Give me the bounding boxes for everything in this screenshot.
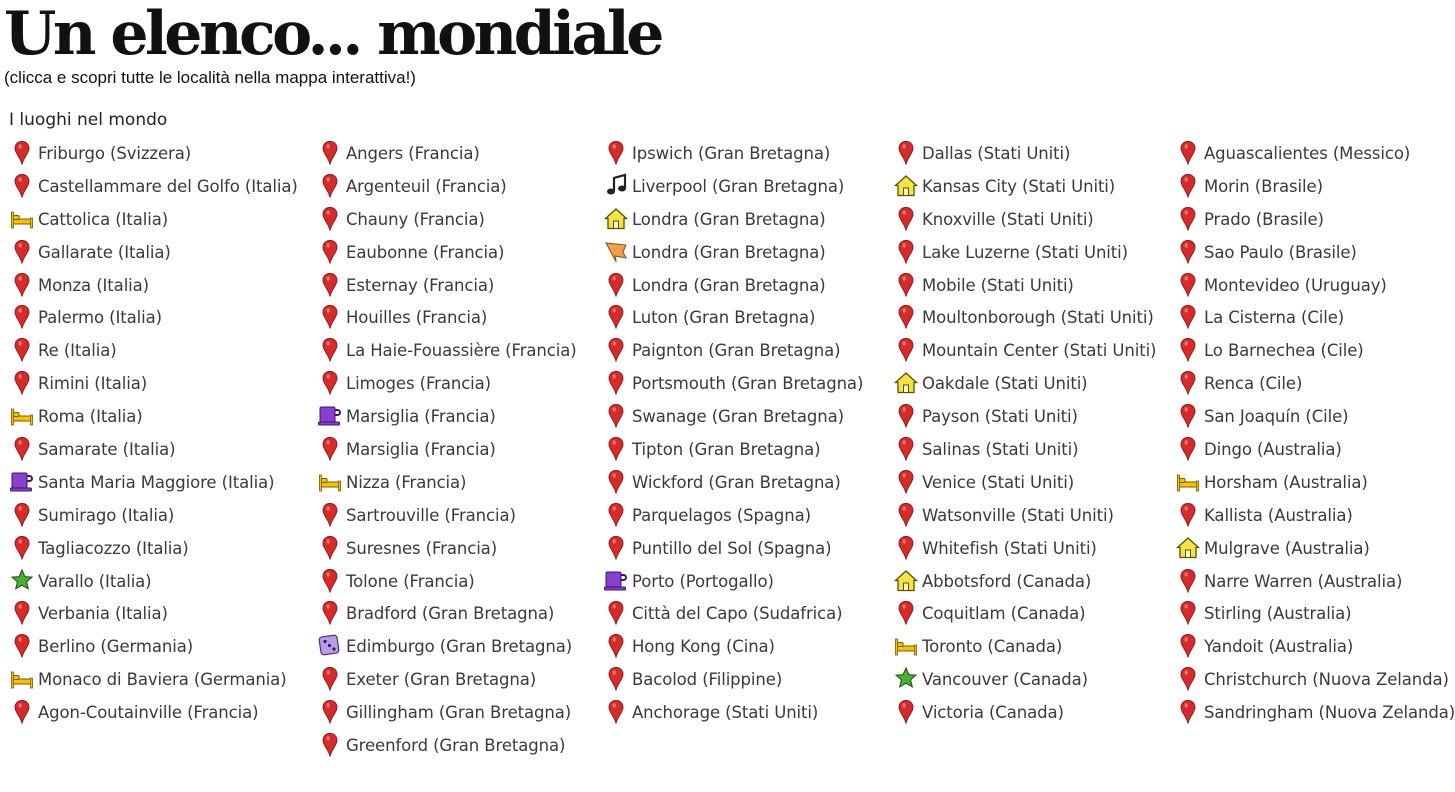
pin-icon	[894, 535, 918, 561]
pin-icon	[604, 535, 628, 561]
place-label[interactable]: Wickford (Gran Bretagna)	[632, 472, 841, 492]
pin-icon	[1176, 272, 1200, 298]
place-label[interactable]: Mulgrave (Australia)	[1204, 538, 1370, 558]
pin-icon	[1176, 436, 1200, 462]
place-label[interactable]: Tipton (Gran Bretagna)	[632, 440, 821, 460]
house-icon	[604, 206, 628, 232]
place-label[interactable]: San Joaquín (Cile)	[1204, 407, 1349, 427]
pin-icon	[1176, 568, 1200, 594]
place-label[interactable]: Tolone (Francia)	[346, 571, 475, 591]
pin-icon	[318, 272, 342, 298]
place-label[interactable]: Kallista (Australia)	[1204, 505, 1353, 525]
place-label[interactable]: Londra (Gran Bretagna)	[632, 275, 826, 295]
pin-icon	[318, 140, 342, 166]
place-label[interactable]: Mountain Center (Stati Uniti)	[922, 341, 1157, 361]
place-label[interactable]: Portsmouth (Gran Bretagna)	[632, 374, 864, 394]
place-label[interactable]: Stirling (Australia)	[1204, 604, 1352, 624]
bed-icon	[10, 403, 34, 429]
pin-icon	[604, 337, 628, 363]
house-icon	[894, 173, 918, 199]
pin-icon	[894, 206, 918, 232]
place-label[interactable]: Verbania (Italia)	[38, 604, 168, 624]
place-label[interactable]: Limoges (Francia)	[346, 374, 491, 394]
pin-icon	[604, 403, 628, 429]
pin-icon	[894, 699, 918, 725]
pin-icon	[1176, 304, 1200, 330]
place-label[interactable]: Luton (Gran Bretagna)	[632, 308, 816, 328]
cup-icon	[318, 403, 342, 429]
place-label[interactable]: Esternay (Francia)	[346, 275, 495, 295]
place-label[interactable]: Città del Capo (Sudafrica)	[632, 604, 843, 624]
pin-icon	[604, 600, 628, 626]
place-label[interactable]: Varallo (Italia)	[38, 571, 152, 591]
pin-icon	[1176, 502, 1200, 528]
place-label[interactable]: Londra (Gran Bretagna)	[632, 209, 826, 229]
place-label[interactable]: Watsonville (Stati Uniti)	[922, 505, 1114, 525]
place-label[interactable]: Ipswich (Gran Bretagna)	[632, 144, 831, 163]
pin-icon	[604, 469, 628, 495]
place-label[interactable]: Christchurch (Nuova Zelanda)	[1204, 670, 1449, 690]
pin-icon	[318, 732, 342, 758]
bed-icon	[10, 666, 34, 692]
cup-icon	[10, 469, 34, 495]
place-label[interactable]: Monza (Italia)	[38, 275, 150, 295]
pin-icon	[1176, 600, 1200, 626]
pin-icon	[604, 502, 628, 528]
place-label[interactable]: Narre Warren (Australia)	[1204, 571, 1403, 591]
place-label[interactable]: Mobile (Stati Uniti)	[922, 275, 1074, 295]
place-label[interactable]: Salinas (Stati Uniti)	[922, 440, 1079, 460]
pin-icon	[10, 370, 34, 396]
music-icon	[604, 173, 628, 199]
place-label[interactable]: Venice (Stati Uniti)	[922, 472, 1075, 492]
place-label[interactable]: Roma (Italia)	[38, 407, 143, 427]
place-label[interactable]: Exeter (Gran Bretagna)	[346, 670, 537, 690]
place-label[interactable]: Prado (Brasile)	[1204, 209, 1324, 229]
place-label[interactable]: Renca (Cile)	[1204, 374, 1303, 394]
place-label[interactable]: Paignton (Gran Bretagna)	[632, 341, 841, 361]
pin-icon	[894, 403, 918, 429]
place-label[interactable]: Whitefish (Stati Uniti)	[922, 538, 1097, 558]
star-icon	[894, 666, 918, 692]
pin-icon	[1176, 633, 1200, 659]
pin-icon	[604, 699, 628, 725]
pin-icon	[604, 272, 628, 298]
pin-icon	[604, 666, 628, 692]
place-label[interactable]: Lake Luzerne (Stati Uniti)	[922, 242, 1128, 262]
place-label[interactable]: Friburgo (Svizzera)	[38, 144, 192, 163]
house-icon	[894, 370, 918, 396]
pin-icon	[318, 568, 342, 594]
place-label[interactable]: Bacolod (Filippine)	[632, 670, 783, 690]
pin-icon	[1176, 699, 1200, 725]
place-label[interactable]: Tagliacozzo (Italia)	[38, 538, 189, 558]
pin-icon	[318, 436, 342, 462]
pin-icon	[10, 304, 34, 330]
place-label[interactable]: Swanage (Gran Bretagna)	[632, 407, 844, 427]
place-label[interactable]: Edimburgo (Gran Bretagna)	[346, 637, 573, 657]
list-heading: I luoghi nel mondo	[9, 110, 168, 130]
place-label[interactable]: Puntillo del Sol (Spagna)	[632, 538, 832, 558]
pin-icon	[894, 304, 918, 330]
pin-icon	[318, 304, 342, 330]
bed-icon	[10, 206, 34, 232]
place-label[interactable]: Moultonborough (Stati Uniti)	[922, 308, 1154, 328]
place-label[interactable]: Eaubonne (Francia)	[346, 242, 505, 262]
pin-icon	[894, 239, 918, 265]
bed-icon	[1176, 469, 1200, 495]
pin-icon	[10, 600, 34, 626]
dice-icon	[318, 633, 342, 659]
place-label[interactable]: Morin (Brasile)	[1204, 176, 1323, 196]
pin-icon	[10, 436, 34, 462]
place-label[interactable]: Houilles (Francia)	[346, 308, 488, 328]
pin-icon	[1176, 140, 1200, 166]
place-label[interactable]: Dingo (Australia)	[1204, 440, 1342, 460]
place-label[interactable]: Sandringham (Nuova Zelanda)	[1204, 703, 1455, 723]
pin-icon	[604, 633, 628, 659]
pin-icon	[1176, 239, 1200, 265]
pin-icon	[894, 502, 918, 528]
place-label[interactable]: Angers (Francia)	[346, 144, 480, 163]
pin-icon	[10, 272, 34, 298]
bed-icon	[894, 633, 918, 659]
place-label[interactable]: Santa Maria Maggiore (Italia)	[38, 472, 275, 492]
pin-icon	[1176, 370, 1200, 396]
place-label[interactable]: Bradford (Gran Bretagna)	[346, 604, 555, 624]
place-label[interactable]: Rimini (Italia)	[38, 374, 148, 394]
place-label[interactable]: Agon-Coutainville (Francia)	[38, 703, 259, 723]
place-label[interactable]: Dallas (Stati Uniti)	[922, 144, 1071, 163]
pin-icon	[604, 370, 628, 396]
pin-icon	[318, 337, 342, 363]
place-label[interactable]: Horsham (Australia)	[1204, 472, 1368, 492]
place-label[interactable]: Sartrouville (Francia)	[346, 505, 516, 525]
place-label[interactable]: Sao Paulo (Brasile)	[1204, 242, 1357, 262]
place-label[interactable]: Lo Barnechea (Cile)	[1204, 341, 1364, 361]
pin-icon	[894, 337, 918, 363]
pin-icon	[318, 666, 342, 692]
pin-icon	[10, 535, 34, 561]
cup-icon	[604, 568, 628, 594]
pin-icon	[10, 140, 34, 166]
place-label[interactable]: Londra (Gran Bretagna)	[632, 242, 826, 262]
place-label[interactable]: Porto (Portogallo)	[632, 571, 774, 591]
place-label[interactable]: Knoxville (Stati Uniti)	[922, 209, 1094, 229]
page-subtitle: (clicca e scopri tutte le località nella mappa interattiva!)	[4, 68, 416, 87]
place-label[interactable]: Marsiglia (Francia)	[346, 440, 496, 460]
pin-icon	[894, 469, 918, 495]
pin-icon	[894, 272, 918, 298]
place-label[interactable]: Greenford (Gran Bretagna)	[346, 736, 566, 756]
place-label[interactable]: Berlino (Germania)	[38, 637, 194, 657]
house-icon	[894, 568, 918, 594]
place-label[interactable]: Montevideo (Uruguay)	[1204, 275, 1387, 295]
place-label[interactable]: La Cisterna (Cile)	[1204, 308, 1345, 328]
pin-icon	[1176, 337, 1200, 363]
place-label[interactable]: Gillingham (Gran Bretagna)	[346, 703, 572, 723]
place-label[interactable]: Chauny (Francia)	[346, 209, 485, 229]
pin-icon	[10, 337, 34, 363]
flag-icon	[604, 239, 628, 265]
place-label[interactable]: Abbotsford (Canada)	[922, 571, 1092, 591]
pin-icon	[10, 173, 34, 199]
place-label[interactable]: Vancouver (Canada)	[922, 670, 1089, 690]
place-label[interactable]: Suresnes (Francia)	[346, 538, 498, 558]
place-label[interactable]: Victoria (Canada)	[922, 703, 1064, 723]
place-label[interactable]: Yandoit (Australia)	[1204, 637, 1354, 657]
place-label[interactable]: Anchorage (Stati Uniti)	[632, 703, 819, 723]
pin-icon	[318, 699, 342, 725]
pin-icon	[318, 173, 342, 199]
pin-icon	[894, 436, 918, 462]
place-label[interactable]: Payson (Stati Uniti)	[922, 407, 1078, 427]
star-icon	[10, 568, 34, 594]
bed-icon	[318, 469, 342, 495]
place-label[interactable]: La Haie-Fouassière (Francia)	[346, 341, 577, 361]
pin-icon	[318, 239, 342, 265]
pin-icon	[1176, 666, 1200, 692]
place-label[interactable]: Samarate (Italia)	[38, 440, 176, 460]
place-label[interactable]: Liverpool (Gran Bretagna)	[632, 176, 845, 196]
house-icon	[1176, 535, 1200, 561]
place-label[interactable]: Oakdale (Stati Uniti)	[922, 374, 1088, 394]
pin-icon	[1176, 403, 1200, 429]
pin-icon	[1176, 173, 1200, 199]
place-label[interactable]: Hong Kong (Cina)	[632, 637, 775, 657]
pin-icon	[894, 140, 918, 166]
pin-icon	[894, 600, 918, 626]
pin-icon	[318, 502, 342, 528]
place-label[interactable]: Kansas City (Stati Uniti)	[922, 176, 1116, 196]
place-label[interactable]: Monaco di Baviera (Germania)	[38, 670, 287, 690]
page-title: Un elenco... mondiale	[4, 0, 661, 69]
place-label[interactable]: Toronto (Canada)	[922, 637, 1063, 657]
pin-icon	[10, 239, 34, 265]
pin-icon	[10, 502, 34, 528]
pin-icon	[10, 699, 34, 725]
place-label[interactable]: Coquitlam (Canada)	[922, 604, 1086, 624]
place-label[interactable]: Palermo (Italia)	[38, 308, 162, 328]
pin-icon	[318, 370, 342, 396]
place-label[interactable]: Nizza (Francia)	[346, 472, 467, 492]
place-label[interactable]: Parquelagos (Spagna)	[632, 505, 811, 525]
pin-icon	[604, 436, 628, 462]
pin-icon	[10, 633, 34, 659]
place-label[interactable]: Cattolica (Italia)	[38, 209, 169, 229]
pin-icon	[604, 304, 628, 330]
pin-icon	[318, 600, 342, 626]
place-label[interactable]: Argenteuil (Francia)	[346, 176, 507, 196]
place-label[interactable]: Re (Italia)	[38, 341, 117, 361]
pin-icon	[318, 535, 342, 561]
pin-icon	[1176, 206, 1200, 232]
pin-icon	[318, 206, 342, 232]
place-label[interactable]: Aguascalientes (Messico)	[1204, 144, 1411, 163]
place-label[interactable]: Gallarate (Italia)	[38, 242, 171, 262]
place-label[interactable]: Sumirago (Italia)	[38, 505, 175, 525]
place-label[interactable]: Castellammare del Golfo (Italia)	[38, 176, 298, 196]
pin-icon	[604, 140, 628, 166]
place-label[interactable]: Marsiglia (Francia)	[346, 407, 496, 427]
